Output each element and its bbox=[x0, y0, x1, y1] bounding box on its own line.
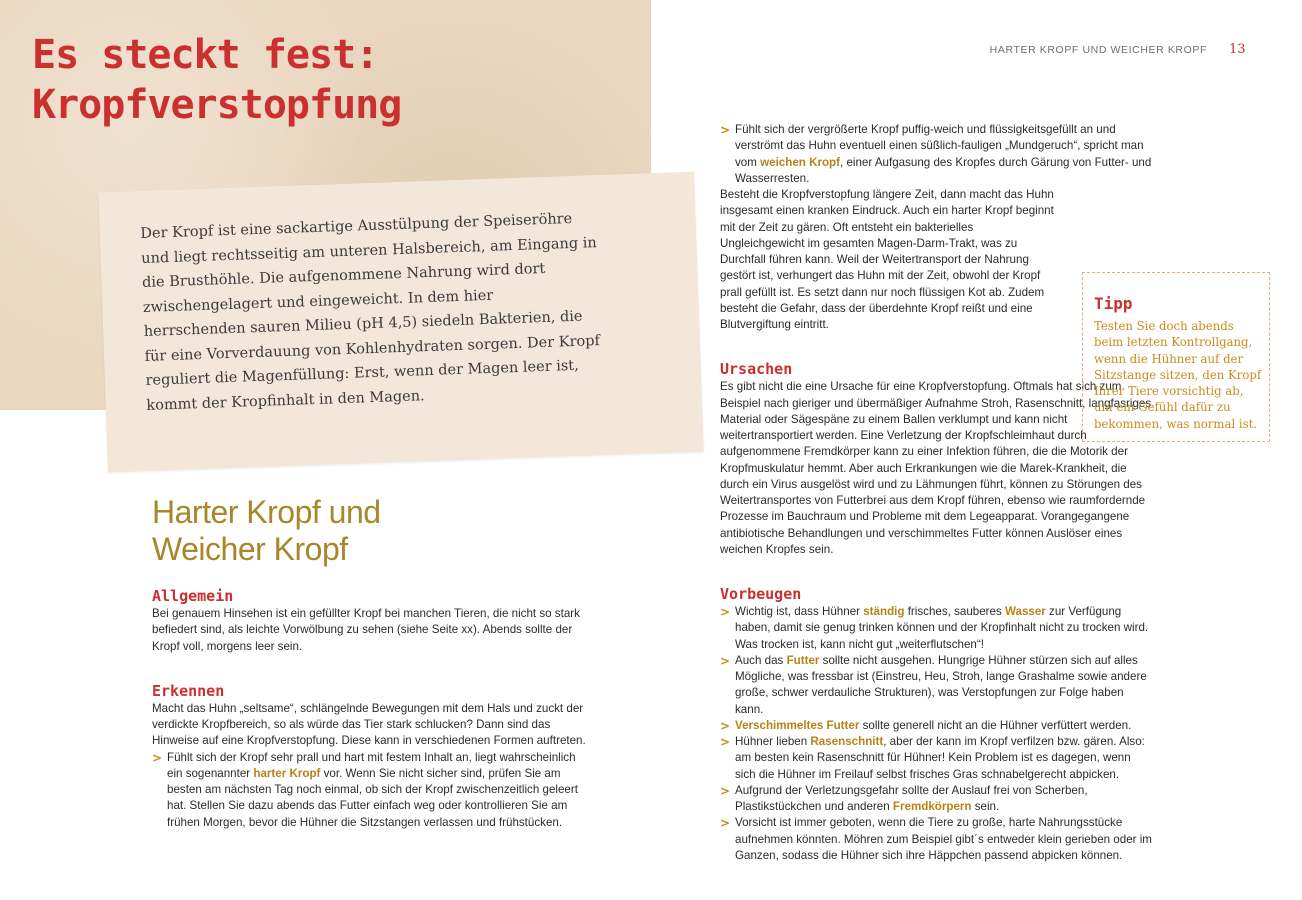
tip-title: Tipp bbox=[1094, 294, 1133, 313]
chevron-right-icon: > bbox=[720, 718, 731, 733]
highlight-term: Fremdkörpern bbox=[892, 800, 972, 813]
erkennen-list bbox=[152, 750, 587, 831]
section-title-line2: Weicher Kropf bbox=[152, 531, 348, 567]
list-item: > Vorsicht ist immer geboten, wenn die Tiere zu große, harte Nahrungsstücke aufnehmen könnten. Möhren zum Beispiel gibt´s entweder klein gerieben oder im Ganzen, sodass die Hühner sich ihre Häppchen passend abpicken können. bbox=[720, 816, 1152, 862]
page-title-line2: Kropfverstopfung bbox=[32, 82, 402, 128]
right-column bbox=[720, 122, 1152, 864]
kropfverstopfung-text: Besteht die Kropfverstopfung längere Zeit, dann macht das Huhn insgesamt einen kranken Eindruck. Auch ein harter Kropf beginnt mit der Zeit zu gären. Oft entsteht ein bakterielles Ungleichgewicht im gesamten Magen-Darm-Trakt, was zu Durchfall führen kann. Weil der Weitertransport der Nahrung gestört ist, verhungert das Huhn mit der Zeit, obwohl der Kropf prall gefüllt ist. Es setzt dann nur noch flüssigen Kot ab. Zudem besteht die Gefahr, dass der überdehnte Kropf reißt und eine Blutvergiftung eintritt. bbox=[720, 188, 1054, 331]
page-title bbox=[32, 30, 401, 130]
list-item: > Fühlt sich der vergrößerte Kropf puffig-weich und flüssigkeitsgefüllt an und verströmt das Huhn eventuell einen süßlich-fauligen „Mundgeruch“, spricht man vom weichen Kropf, einer Aufgasung des Kropfes durch Gärung von Futter- und Wasserresten. bbox=[720, 123, 1152, 185]
list-item: > Fühlt sich der Kropf sehr prall und hart mit festem Inhalt an, liegt wahrscheinlich ein sogenannter harter Kropf vor. Wenn Sie nicht sicher sind, prüfen Sie am besten am nächsten Tag noch einmal, ob sich der Kropf zwischenzeitlich geleert hat. Stellen Sie dazu abends das Futter einfach weg oder kontrollieren Sie am frühen Morgen, bevor die Hühner die Sitzstangen verlassen und frühstücken. bbox=[152, 750, 578, 829]
list-item: > Aufgrund der Verletzungsgefahr sollte der Auslauf frei von Scherben, Plastikstückchen und anderen Fremdkörpern sein. bbox=[720, 783, 1088, 813]
vorbeugen-list bbox=[720, 604, 1152, 864]
chevron-right-icon: > bbox=[152, 750, 163, 765]
allgemein-text: Bei genauem Hinsehen ist ein gefüllter Kropf bei manchen Tieren, die nicht so stark befiedert sind, als leichte Vorwölbung zu sehen (siehe Seite xx). Abends sollte der Kropf voll, morgens leer sein. bbox=[152, 607, 580, 653]
highlight-term: Wasser bbox=[1005, 605, 1046, 618]
chevron-right-icon: > bbox=[720, 605, 731, 619]
weicher-kropf-list bbox=[720, 122, 1152, 187]
heading-allgemein: Allgemein bbox=[152, 587, 234, 605]
left-column bbox=[152, 586, 587, 831]
list-item: > Wichtig ist, dass Hühner ständig frisches, sauberes Wasser zur Verfügung haben, damit sie genug trinken können und der Kropfinhalt nicht zu trocken wird. Was trocken ist, kann nicht gut „weiterflutschen“! bbox=[720, 605, 1149, 651]
page-title-line1: Es steckt fest: bbox=[32, 32, 379, 78]
highlight-term: Verschimmeltes Futter bbox=[735, 718, 860, 732]
chevron-right-icon: > bbox=[720, 123, 731, 137]
highlight-term: Rasenschnitt bbox=[810, 735, 884, 748]
chevron-right-icon: > bbox=[720, 783, 731, 798]
list-item: > Auch das Futter sollte nicht ausgehen. Hungrige Hühner stürzen sich auf alles Mögliche, was fressbar ist (Einstreu, Heu, Stroh, lange Grashalme sowie andere große, schwer verdauliche Strukturen), was Verstopfungen zur Folge haben kann. bbox=[720, 653, 1147, 716]
heading-ursachen: Ursachen bbox=[720, 360, 793, 379]
chevron-right-icon: > bbox=[720, 653, 731, 668]
chevron-right-icon: > bbox=[720, 816, 731, 831]
section-title bbox=[152, 494, 381, 568]
list-item: > Verschimmeltes Futter sollte generell nicht an die Hühner verfüttert werden. bbox=[720, 718, 1132, 733]
running-head: HARTER KROPF UND WEICHER KROPF bbox=[989, 44, 1207, 56]
list-item: > Hühner lieben Rasenschnitt, aber der kann im Kropf verfilzen bzw. gären. Also: am besten kein Rasenschnitt für Hühner! Kein Problem ist es dagegen, wenn sich die Hühner im Freilauf selbst frisches Gras schnabelgerecht abpicken. bbox=[720, 735, 1145, 781]
chevron-right-icon: > bbox=[720, 735, 731, 749]
highlight-term: weichen Kropf bbox=[760, 155, 841, 169]
erkennen-text: Macht das Huhn „seltsame“, schlängelnde Bewegungen mit dem Hals und zuckt der verdickte Kropfbereich, so als würde das Tier stark schlucken? Dann sind das Hinweise auf eine Kropfverstopfung. Diese kann in verschiedenen Formen auftreten. bbox=[152, 701, 586, 748]
highlight-term: harter Kropf bbox=[253, 766, 321, 780]
section-title-line1: Harter Kropf und bbox=[152, 494, 381, 530]
ursachen-text: Es gibt nicht die eine Ursache für eine Kropfverstopfung. Oftmals hat sich zum Beispiel nach gieriger und übermäßiger Aufnahme Stroh, Rasenschnitt, langfasriges Material oder Sägespäne zu einem Ballen verklumpt und kann nicht weitertransportiert werden. Eine Verletzung der Kropfschleimhaut durch aufgenommene Fremdkörper kann zu einer Infektion führen, die die Motorik der Kropfmuskulatur hemmt. Aber auch Erkrankungen wie die Marek-Krankheit, die durch ein Virus ausgelöst wird und zu Lähmungen führt, können zu Störungen des Weitertransportes von Futterbrei aus dem Kropf führen, ebenso wie raumfordernde Prozesse im Bauchraum und Probleme mit dem Legeapparat. Vorangegangene antibiotische Behandlungen und verschimmeltes Futter können Auslöser eines weichen Kropfes sein. bbox=[720, 380, 1152, 556]
tip-text: Testen Sie doch abends beim letzten Kontrollgang, wenn die Hühner auf der Sitzstange sitzen, den Kropf Ihrer Tiere vorsichtig ab, um ein Gefühl dafür zu bekommen, was normal ist. bbox=[1094, 319, 1262, 431]
intro-text: Der Kropf ist eine sackartige Ausstülpung der Speiseröhre und liegt rechtsseitig am unteren Halsbereich, am Eingang in die Brusthöhle. Die aufgenommene Nahrung wird dort zwischengelagert und eingeweicht. In dem hier herrschenden sauren Milieu (pH 4,5) siedeln Bakterien, die für eine Vorverdauung von Kohlenhydraten sorgen. Der Kropf reguliert die Magenfüllung: Erst, wenn der Magen leer ist, kommt der Kropfinhalt in den Magen. bbox=[140, 210, 601, 414]
heading-vorbeugen: Vorbeugen bbox=[720, 585, 802, 603]
heading-erkennen: Erkennen bbox=[152, 681, 225, 700]
highlight-term: Futter bbox=[786, 653, 820, 667]
page-number: 13 bbox=[1229, 42, 1246, 57]
highlight-term: ständig bbox=[863, 605, 905, 618]
